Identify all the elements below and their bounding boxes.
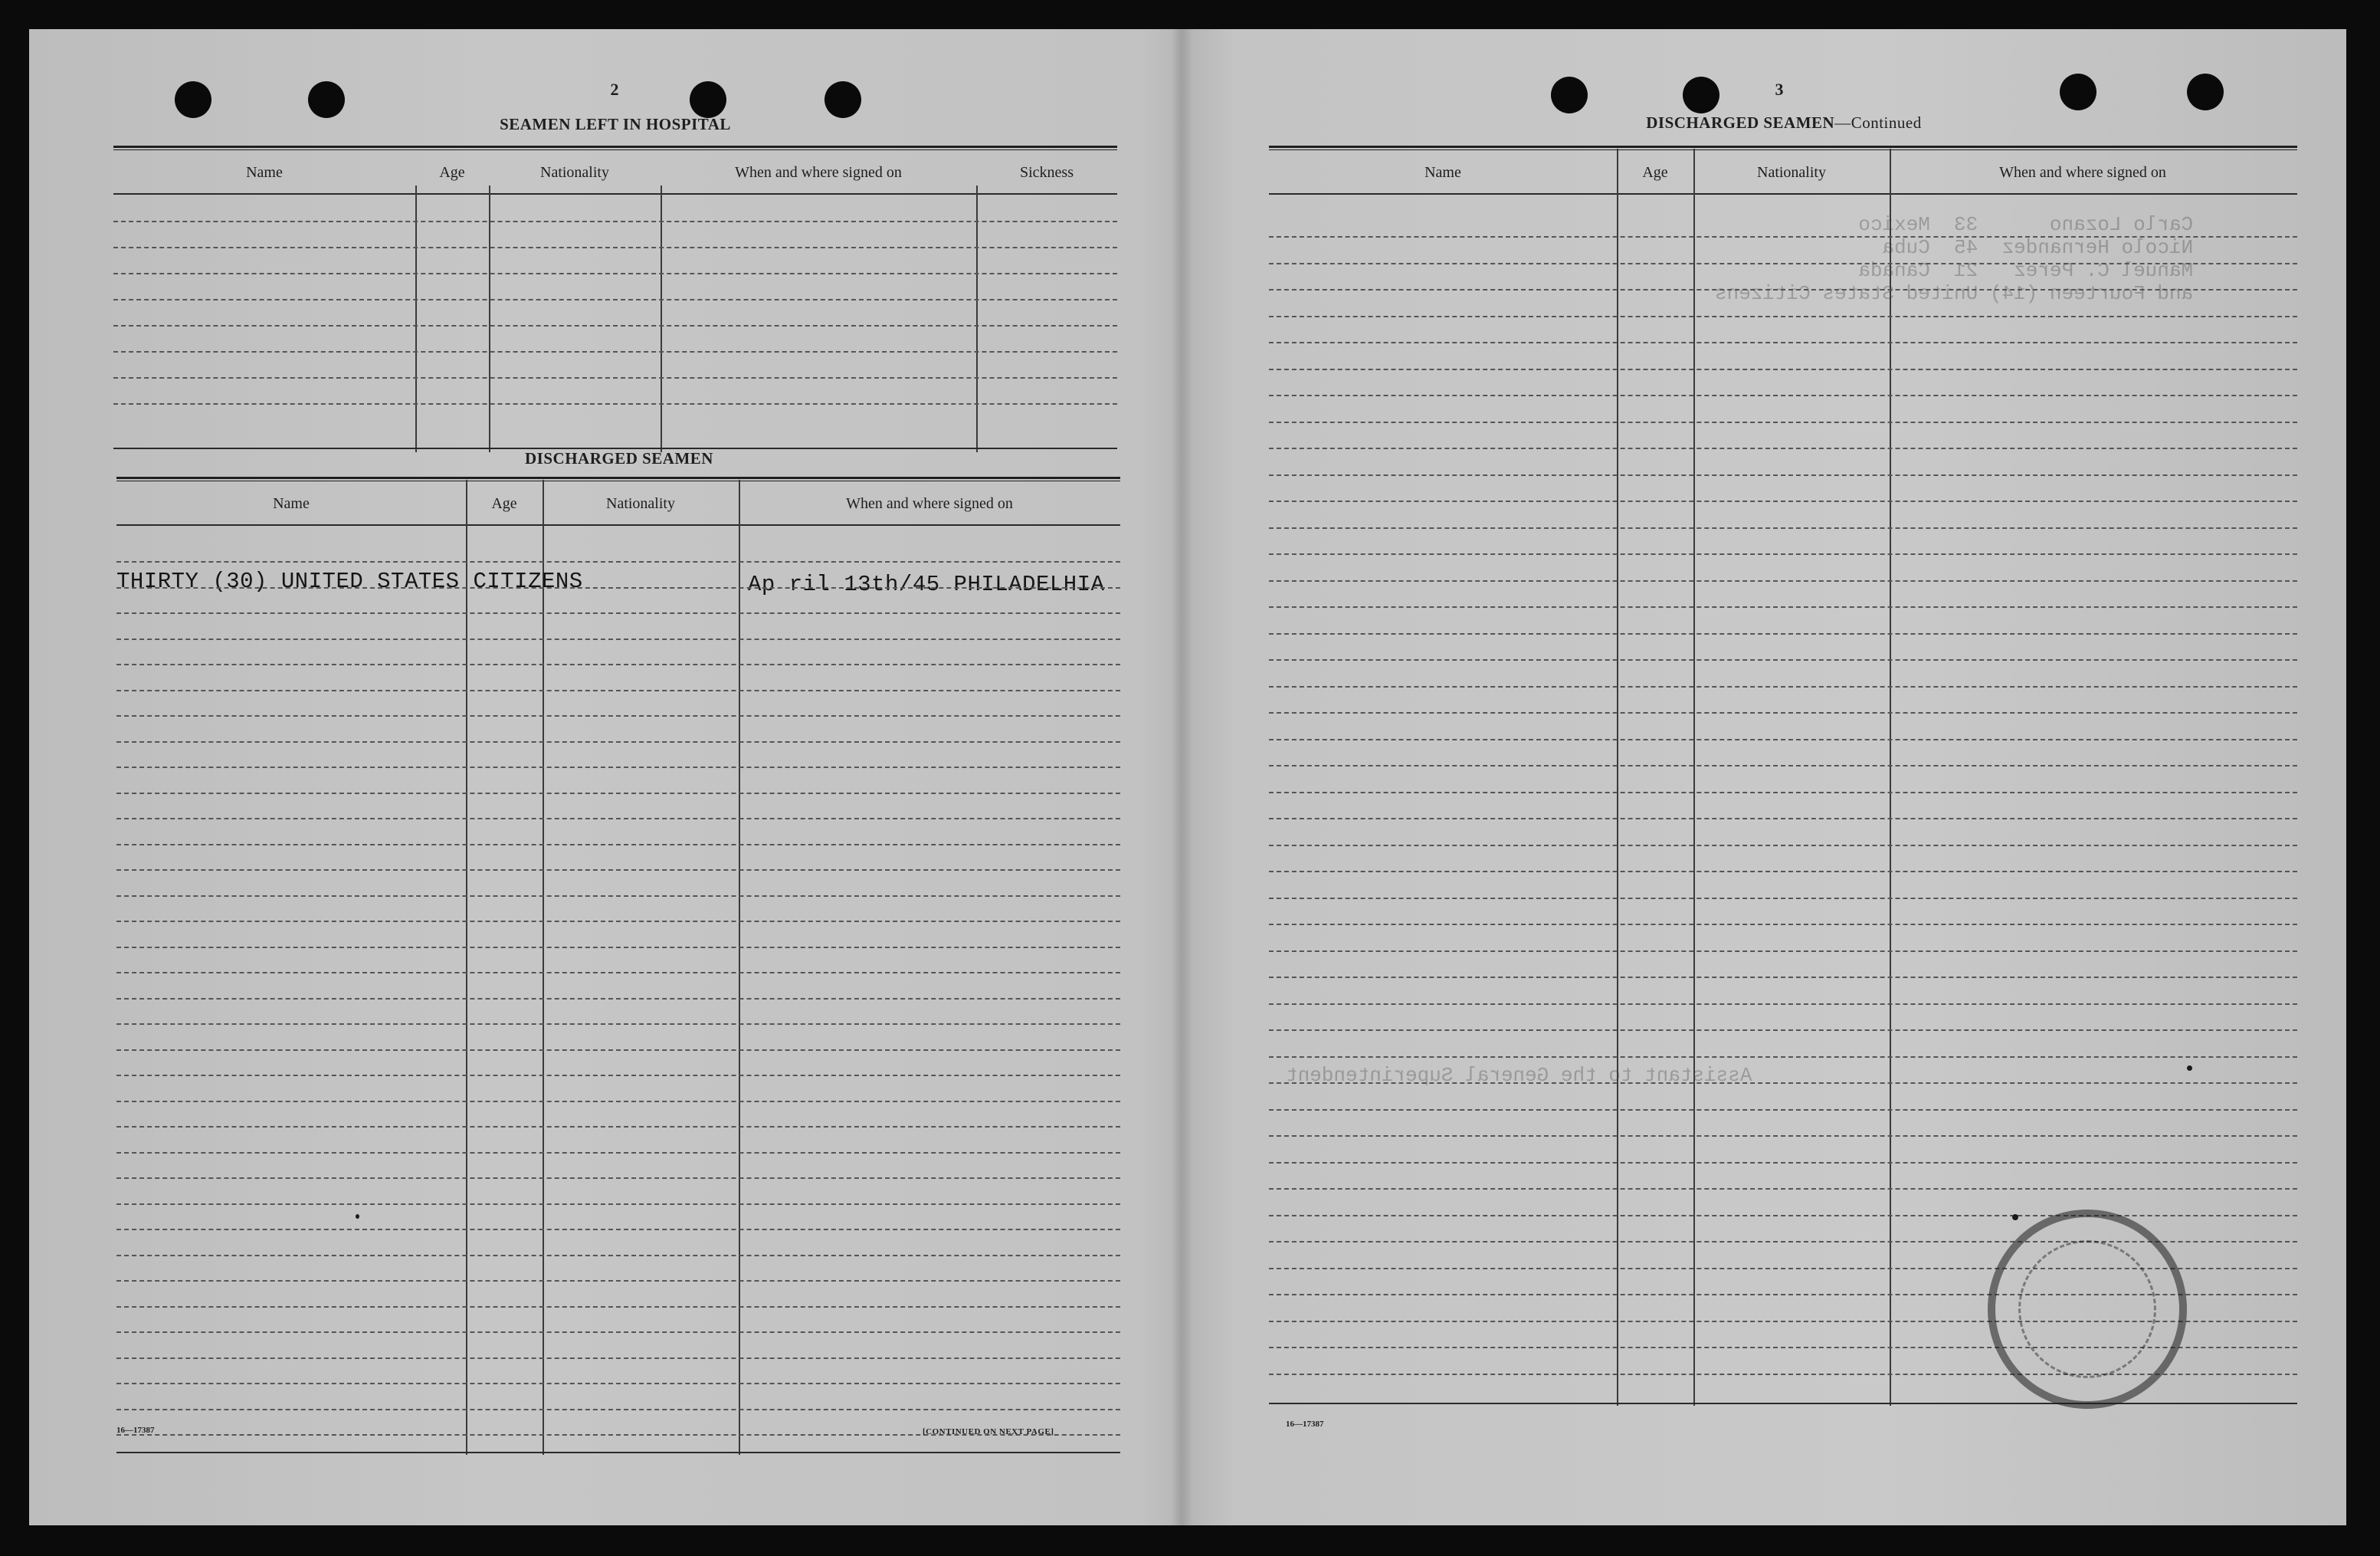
table-row <box>1269 686 2297 688</box>
table-row <box>116 1126 1120 1128</box>
table-row <box>1269 580 2297 582</box>
table-row <box>116 869 1120 871</box>
header-divider <box>113 193 1117 195</box>
ink-speck <box>2187 1065 2192 1071</box>
punch-hole <box>2060 74 2096 110</box>
col-header-sickness: Sickness <box>1020 164 1074 181</box>
table-row <box>1269 474 2297 476</box>
immigration-stamp <box>1988 1210 2187 1409</box>
discharged-table-left <box>116 477 1120 1473</box>
col-header-nationality: Nationality <box>1757 164 1826 181</box>
table-top-rule <box>113 146 1117 150</box>
hospital-section-title: SEAMEN LEFT IN HOSPITAL <box>500 115 731 133</box>
table-row <box>113 221 1117 222</box>
table-row <box>116 1331 1120 1333</box>
table-row <box>1269 342 2297 343</box>
col-header-nationality: Nationality <box>540 164 609 181</box>
column-divider <box>489 185 490 452</box>
table-row <box>113 299 1117 300</box>
table-row <box>1269 369 2297 370</box>
column-divider <box>543 480 544 1455</box>
table-row <box>113 273 1117 274</box>
table-top-rule <box>1269 146 2297 150</box>
table-row <box>116 1357 1120 1359</box>
discharged-section-title: DISCHARGED SEAMEN <box>525 449 713 468</box>
table-row <box>116 793 1120 794</box>
table-top-rule <box>116 477 1120 481</box>
page-number-left: 2 <box>610 80 619 99</box>
table-row <box>1269 1003 2297 1005</box>
table-row <box>116 1075 1120 1076</box>
table-row <box>1269 422 2297 423</box>
table-row <box>1269 527 2297 529</box>
column-divider <box>466 480 467 1455</box>
form-number-left: 16—17387 <box>116 1426 155 1435</box>
table-row <box>1269 263 2297 264</box>
punch-hole <box>2187 74 2224 110</box>
form-number-right: 16—17387 <box>1286 1420 1324 1429</box>
table-row <box>116 741 1120 743</box>
table-row <box>116 1023 1120 1025</box>
table-row <box>116 1101 1120 1102</box>
table-row <box>1269 606 2297 608</box>
column-divider <box>976 185 978 452</box>
table-row <box>116 587 1120 589</box>
header-divider <box>1269 193 2297 195</box>
table-row <box>1269 1109 2297 1111</box>
table-row <box>116 1177 1120 1179</box>
table-row <box>1269 977 2297 978</box>
table-row <box>116 1409 1120 1410</box>
table-row <box>116 844 1120 845</box>
table-row <box>1269 765 2297 767</box>
col-header-name: Name <box>246 164 283 181</box>
col-header-signed-on: When and where signed on <box>846 495 1013 512</box>
table-row <box>116 1255 1120 1256</box>
column-divider <box>415 185 417 452</box>
column-divider <box>1890 149 1891 1406</box>
document-sheet <box>29 29 2346 1525</box>
table-row <box>1269 316 2297 317</box>
table-row <box>113 325 1117 327</box>
ink-speck <box>356 1214 359 1219</box>
table-row <box>116 715 1120 717</box>
col-header-name: Name <box>273 495 310 512</box>
table-row <box>116 767 1120 768</box>
col-header-age: Age <box>491 495 517 512</box>
table-row <box>113 351 1117 353</box>
punch-hole <box>1551 77 1588 113</box>
discharged-continued-title <box>1600 113 1968 133</box>
hospital-table <box>113 146 1117 452</box>
punch-hole <box>175 81 211 118</box>
table-row <box>1269 1162 2297 1164</box>
table-row <box>116 1280 1120 1282</box>
page-number-right: 3 <box>1775 80 1784 99</box>
table-row <box>116 1049 1120 1051</box>
table-row <box>116 1152 1120 1154</box>
column-divider <box>661 185 662 452</box>
section-title-main: DISCHARGED SEAMEN <box>1646 113 1835 132</box>
discharged-entry-signed-on: Ap ril 13th/45 PHILADELHIA <box>748 572 1105 597</box>
table-bottom-rule <box>1269 1403 2297 1404</box>
table-row <box>1269 501 2297 502</box>
table-row <box>1269 1135 2297 1137</box>
col-header-age: Age <box>1642 164 1668 181</box>
table-row <box>113 403 1117 405</box>
table-row <box>116 998 1120 1000</box>
table-row <box>1269 712 2297 714</box>
table-row <box>1269 924 2297 925</box>
table-row <box>116 1229 1120 1230</box>
table-row <box>1269 1188 2297 1190</box>
table-row <box>116 818 1120 819</box>
continued-note: [CONTINUED ON NEXT PAGE] <box>923 1427 1054 1436</box>
table-row <box>116 972 1120 973</box>
column-divider <box>1693 149 1695 1406</box>
table-bottom-rule <box>116 1452 1120 1453</box>
table-row <box>116 895 1120 897</box>
table-row <box>113 247 1117 248</box>
discharged-entry-name: THIRTY (30) UNITED STATES CITIZENS <box>116 569 583 594</box>
table-row <box>1269 1215 2297 1216</box>
table-row <box>116 690 1120 691</box>
table-row <box>1269 236 2297 238</box>
table-row <box>116 921 1120 922</box>
header-divider <box>116 524 1120 526</box>
punch-hole <box>308 81 345 118</box>
table-row <box>1269 1082 2297 1084</box>
col-header-age: Age <box>439 164 465 181</box>
section-title-suffix: —Continued <box>1834 113 1922 132</box>
table-row <box>1269 553 2297 555</box>
table-row <box>1269 950 2297 952</box>
table-row <box>1269 633 2297 635</box>
table-row <box>1269 1029 2297 1031</box>
punch-hole <box>690 81 726 118</box>
table-row <box>116 561 1120 563</box>
table-row <box>113 377 1117 379</box>
table-row <box>1269 845 2297 846</box>
table-row <box>1269 792 2297 793</box>
table-row <box>116 1306 1120 1308</box>
table-row <box>1269 448 2297 449</box>
table-row <box>116 612 1120 614</box>
bleed-through-text: Carlo Lozano 33 Mexico Nicolo Hernandez 45 Cuba Manuel C. Perez 21 Canada and Fourteen (14) United States Citizens <box>1715 213 2194 305</box>
col-header-nationality: Nationality <box>606 495 675 512</box>
table-row <box>1269 659 2297 661</box>
table-row <box>116 947 1120 948</box>
col-header-signed-on: When and where signed on <box>1999 164 2166 181</box>
punch-hole <box>1683 77 1719 113</box>
table-row <box>1269 289 2297 291</box>
table-row <box>1269 871 2297 872</box>
table-row <box>1269 818 2297 819</box>
page-fold <box>1171 29 1192 1525</box>
col-header-name: Name <box>1424 164 1461 181</box>
table-row <box>116 1383 1120 1384</box>
column-divider <box>1617 149 1618 1406</box>
table-row <box>1269 1056 2297 1058</box>
table-row <box>1269 898 2297 899</box>
ink-speck <box>2012 1214 2018 1220</box>
col-header-signed-on: When and where signed on <box>735 164 902 181</box>
table-row <box>116 1203 1120 1205</box>
stamp-inner-ring <box>2018 1240 2156 1378</box>
punch-hole <box>824 81 861 118</box>
table-row <box>116 664 1120 665</box>
table-row <box>1269 739 2297 740</box>
column-divider <box>739 480 740 1455</box>
table-row <box>116 638 1120 640</box>
bleed-through-text: Assistant to the General Superintendent <box>1286 1064 1752 1087</box>
table-row <box>1269 395 2297 396</box>
